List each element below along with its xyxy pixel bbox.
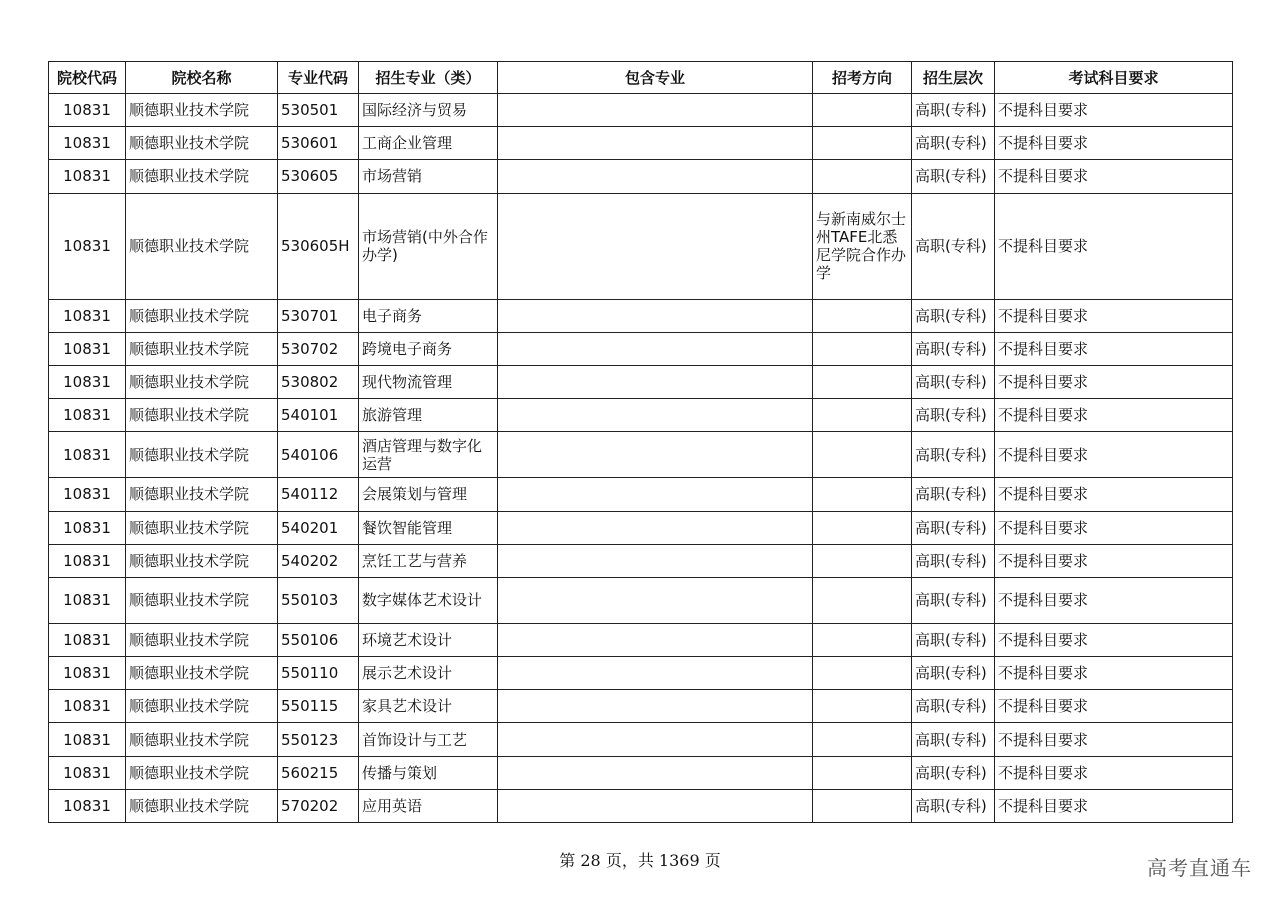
page-number: 第 28 页，共 1369 页 <box>559 851 721 870</box>
cell-direction <box>813 94 912 127</box>
header-major-code: 专业代码 <box>278 62 359 94</box>
cell-school-name: 顺德职业技术学院 <box>126 94 278 127</box>
cell-level: 高职(专科) <box>912 332 995 365</box>
table-row <box>49 399 1233 432</box>
cell-major-code: 530501 <box>278 94 359 127</box>
cell-requirement: 不提科目要求 <box>995 478 1233 511</box>
cell-major: 会展策划与管理 <box>359 478 498 511</box>
cell-level: 高职(专科) <box>912 160 995 193</box>
cell-level: 高职(专科) <box>912 94 995 127</box>
cell-major-code: 540101 <box>278 399 359 432</box>
cell-major: 国际经济与贸易 <box>359 94 498 127</box>
cell-major: 跨境电子商务 <box>359 332 498 365</box>
cell-major-code: 530701 <box>278 299 359 332</box>
cell-school-name: 顺德职业技术学院 <box>126 432 278 478</box>
cell-school-name: 顺德职业技术学院 <box>126 690 278 723</box>
table-row <box>49 127 1233 160</box>
cell-direction: 与新南威尔士州TAFE北悉尼学院合作办学 <box>813 193 912 299</box>
table-row <box>49 657 1233 690</box>
table-row <box>49 623 1233 656</box>
cell-level: 高职(专科) <box>912 299 995 332</box>
cell-level: 高职(专科) <box>912 690 995 723</box>
cell-included-majors <box>498 365 813 398</box>
cell-major-code: 530702 <box>278 332 359 365</box>
cell-requirement: 不提科目要求 <box>995 511 1233 544</box>
cell-school-name: 顺德职业技术学院 <box>126 365 278 398</box>
cell-major: 现代物流管理 <box>359 365 498 398</box>
admissions-table <box>48 61 1233 823</box>
cell-school-code: 10831 <box>49 432 126 478</box>
cell-school-code: 10831 <box>49 127 126 160</box>
cell-direction <box>813 127 912 160</box>
table-row <box>49 511 1233 544</box>
cell-school-code: 10831 <box>49 365 126 398</box>
cell-included-majors <box>498 623 813 656</box>
cell-included-majors <box>498 478 813 511</box>
cell-requirement: 不提科目要求 <box>995 756 1233 789</box>
cell-level: 高职(专科) <box>912 756 995 789</box>
cell-major-code: 540202 <box>278 544 359 577</box>
table-body <box>49 94 1233 823</box>
cell-direction <box>813 299 912 332</box>
cell-included-majors <box>498 299 813 332</box>
table-row <box>49 544 1233 577</box>
cell-direction <box>813 399 912 432</box>
cell-level: 高职(专科) <box>912 544 995 577</box>
cell-school-name: 顺德职业技术学院 <box>126 478 278 511</box>
cell-school-name: 顺德职业技术学院 <box>126 299 278 332</box>
cell-requirement: 不提科目要求 <box>995 299 1233 332</box>
cell-direction <box>813 723 912 756</box>
header-major: 招生专业（类） <box>359 62 498 94</box>
cell-included-majors <box>498 544 813 577</box>
cell-major-code: 560215 <box>278 756 359 789</box>
cell-requirement: 不提科目要求 <box>995 193 1233 299</box>
cell-included-majors <box>498 432 813 478</box>
cell-level: 高职(专科) <box>912 577 995 623</box>
cell-school-name: 顺德职业技术学院 <box>126 127 278 160</box>
cell-level: 高职(专科) <box>912 478 995 511</box>
cell-major-code: 570202 <box>278 789 359 822</box>
table-header-row <box>49 62 1233 94</box>
cell-requirement: 不提科目要求 <box>995 657 1233 690</box>
cell-major: 市场营销 <box>359 160 498 193</box>
cell-major: 环境艺术设计 <box>359 623 498 656</box>
cell-level: 高职(专科) <box>912 193 995 299</box>
cell-included-majors <box>498 657 813 690</box>
cell-included-majors <box>498 577 813 623</box>
header-school-code: 院校代码 <box>49 62 126 94</box>
cell-major-code: 550106 <box>278 623 359 656</box>
cell-major: 家具艺术设计 <box>359 690 498 723</box>
cell-requirement: 不提科目要求 <box>995 332 1233 365</box>
cell-direction <box>813 332 912 365</box>
cell-included-majors <box>498 756 813 789</box>
cell-major-code: 530605H <box>278 193 359 299</box>
table-row <box>49 365 1233 398</box>
cell-school-code: 10831 <box>49 756 126 789</box>
table-row <box>49 690 1233 723</box>
cell-direction <box>813 623 912 656</box>
cell-included-majors <box>498 511 813 544</box>
cell-direction <box>813 511 912 544</box>
cell-major-code: 540106 <box>278 432 359 478</box>
header-level: 招生层次 <box>912 62 995 94</box>
cell-direction <box>813 365 912 398</box>
cell-major: 烹饪工艺与营养 <box>359 544 498 577</box>
cell-school-code: 10831 <box>49 623 126 656</box>
cell-level: 高职(专科) <box>912 657 995 690</box>
cell-school-name: 顺德职业技术学院 <box>126 399 278 432</box>
cell-school-name: 顺德职业技术学院 <box>126 756 278 789</box>
cell-school-code: 10831 <box>49 94 126 127</box>
watermark: 高考直通车 <box>1147 856 1252 880</box>
cell-school-name: 顺德职业技术学院 <box>126 577 278 623</box>
cell-requirement: 不提科目要求 <box>995 690 1233 723</box>
table-row <box>49 193 1233 299</box>
cell-major-code: 530605 <box>278 160 359 193</box>
table-row <box>49 723 1233 756</box>
cell-school-code: 10831 <box>49 332 126 365</box>
cell-included-majors <box>498 160 813 193</box>
cell-requirement: 不提科目要求 <box>995 723 1233 756</box>
cell-requirement: 不提科目要求 <box>995 577 1233 623</box>
cell-major: 应用英语 <box>359 789 498 822</box>
cell-school-name: 顺德职业技术学院 <box>126 789 278 822</box>
cell-school-code: 10831 <box>49 723 126 756</box>
cell-requirement: 不提科目要求 <box>995 94 1233 127</box>
cell-included-majors <box>498 690 813 723</box>
cell-included-majors <box>498 399 813 432</box>
cell-school-name: 顺德职业技术学院 <box>126 193 278 299</box>
cell-major: 市场营销(中外合作办学) <box>359 193 498 299</box>
table-row <box>49 478 1233 511</box>
cell-school-code: 10831 <box>49 789 126 822</box>
cell-school-code: 10831 <box>49 478 126 511</box>
cell-school-name: 顺德职业技术学院 <box>126 332 278 365</box>
cell-level: 高职(专科) <box>912 127 995 160</box>
header-requirement: 考试科目要求 <box>995 62 1233 94</box>
cell-requirement: 不提科目要求 <box>995 432 1233 478</box>
cell-school-name: 顺德职业技术学院 <box>126 511 278 544</box>
cell-major-code: 540201 <box>278 511 359 544</box>
cell-major: 首饰设计与工艺 <box>359 723 498 756</box>
cell-school-name: 顺德职业技术学院 <box>126 657 278 690</box>
table-row <box>49 577 1233 623</box>
table-row <box>49 160 1233 193</box>
table-row <box>49 756 1233 789</box>
table-row <box>49 299 1233 332</box>
cell-level: 高职(专科) <box>912 432 995 478</box>
cell-major-code: 530802 <box>278 365 359 398</box>
cell-major-code: 550103 <box>278 577 359 623</box>
cell-major-code: 540112 <box>278 478 359 511</box>
cell-level: 高职(专科) <box>912 623 995 656</box>
cell-major-code: 550110 <box>278 657 359 690</box>
cell-requirement: 不提科目要求 <box>995 623 1233 656</box>
cell-major-code: 550123 <box>278 723 359 756</box>
table-row <box>49 332 1233 365</box>
cell-major: 数字媒体艺术设计 <box>359 577 498 623</box>
header-direction: 招考方向 <box>813 62 912 94</box>
cell-included-majors <box>498 789 813 822</box>
cell-direction <box>813 657 912 690</box>
cell-level: 高职(专科) <box>912 511 995 544</box>
header-school-name: 院校名称 <box>126 62 278 94</box>
cell-level: 高职(专科) <box>912 365 995 398</box>
cell-direction <box>813 756 912 789</box>
cell-school-code: 10831 <box>49 193 126 299</box>
cell-school-code: 10831 <box>49 577 126 623</box>
cell-school-code: 10831 <box>49 511 126 544</box>
cell-direction <box>813 690 912 723</box>
cell-major: 电子商务 <box>359 299 498 332</box>
cell-school-code: 10831 <box>49 160 126 193</box>
cell-school-name: 顺德职业技术学院 <box>126 544 278 577</box>
cell-requirement: 不提科目要求 <box>995 160 1233 193</box>
cell-major: 展示艺术设计 <box>359 657 498 690</box>
cell-major: 旅游管理 <box>359 399 498 432</box>
cell-major: 工商企业管理 <box>359 127 498 160</box>
cell-major-code: 530601 <box>278 127 359 160</box>
cell-direction <box>813 478 912 511</box>
cell-school-code: 10831 <box>49 690 126 723</box>
cell-requirement: 不提科目要求 <box>995 127 1233 160</box>
cell-included-majors <box>498 94 813 127</box>
cell-requirement: 不提科目要求 <box>995 544 1233 577</box>
cell-level: 高职(专科) <box>912 399 995 432</box>
cell-included-majors <box>498 127 813 160</box>
cell-level: 高职(专科) <box>912 789 995 822</box>
cell-school-code: 10831 <box>49 544 126 577</box>
cell-school-code: 10831 <box>49 399 126 432</box>
cell-school-name: 顺德职业技术学院 <box>126 723 278 756</box>
cell-major: 餐饮智能管理 <box>359 511 498 544</box>
cell-major: 传播与策划 <box>359 756 498 789</box>
cell-level: 高职(专科) <box>912 723 995 756</box>
table-row <box>49 432 1233 478</box>
cell-school-code: 10831 <box>49 657 126 690</box>
cell-requirement: 不提科目要求 <box>995 789 1233 822</box>
cell-included-majors <box>498 193 813 299</box>
cell-school-name: 顺德职业技术学院 <box>126 623 278 656</box>
table-row <box>49 789 1233 822</box>
cell-requirement: 不提科目要求 <box>995 365 1233 398</box>
table-row <box>49 94 1233 127</box>
cell-direction <box>813 789 912 822</box>
cell-school-code: 10831 <box>49 299 126 332</box>
cell-direction <box>813 160 912 193</box>
cell-direction <box>813 544 912 577</box>
cell-school-name: 顺德职业技术学院 <box>126 160 278 193</box>
header-included-majors: 包含专业 <box>498 62 813 94</box>
cell-requirement: 不提科目要求 <box>995 399 1233 432</box>
cell-included-majors <box>498 332 813 365</box>
cell-direction <box>813 432 912 478</box>
cell-included-majors <box>498 723 813 756</box>
cell-major: 酒店管理与数字化运营 <box>359 432 498 478</box>
cell-major-code: 550115 <box>278 690 359 723</box>
cell-direction <box>813 577 912 623</box>
